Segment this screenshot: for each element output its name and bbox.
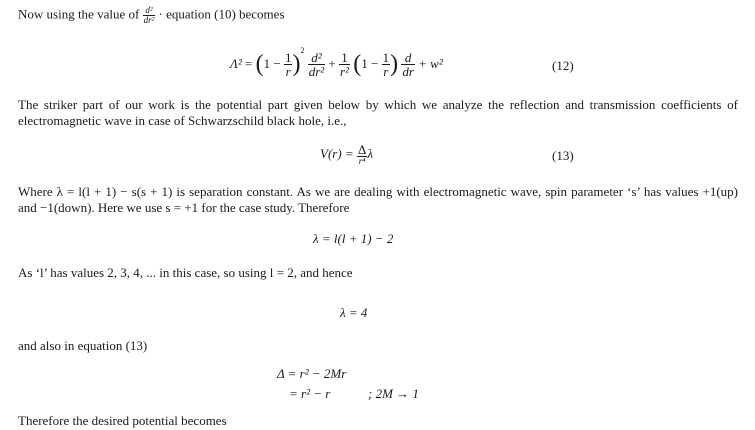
left-paren: (	[255, 50, 264, 77]
equation-lambda-4: λ = 4	[340, 305, 368, 320]
eq12-one: 1	[263, 56, 271, 71]
line-also: and also in equation (13)	[18, 338, 148, 353]
eq12-frac1	[284, 51, 293, 78]
eq12-frac3	[339, 51, 350, 78]
frac1-num: 1	[284, 49, 292, 65]
frac4-den: r	[383, 63, 389, 79]
eq12-lhs: Λ²	[230, 56, 242, 71]
eq13-frac-den: r⁴	[358, 155, 366, 166]
left-paren-2: (	[353, 50, 362, 77]
frac4-num: 1	[382, 49, 390, 65]
equation-delta-2: = r² − r	[289, 386, 331, 401]
fraction-denominator: dr²	[143, 15, 155, 25]
equation-delta-1: Δ = r² − 2Mr	[277, 366, 347, 381]
eq12-tail: + w²	[418, 56, 443, 71]
d2-dr2-fraction	[143, 6, 156, 25]
equation-number-13: (13)	[552, 148, 574, 163]
eq13-frac-num: Δ	[357, 141, 367, 157]
frac5-den: dr	[402, 63, 414, 79]
intro-prefix: Now using the value of	[18, 6, 140, 22]
equation-13	[320, 136, 373, 172]
fraction-numerator: d²	[143, 6, 156, 16]
eq12-minus-2: −	[370, 56, 379, 71]
eq12-frac2	[308, 51, 325, 78]
equation-delta-note: ; 2M → 1	[368, 386, 419, 401]
frac2-num: d²	[308, 51, 325, 65]
eq13-tail: λ	[367, 146, 373, 161]
right-paren: )	[292, 50, 301, 77]
eq12-minus: −	[273, 56, 281, 71]
equation-12	[230, 44, 443, 84]
paragraph-separation-constant: Where λ = l(l + 1) − s(s + 1) is separation constant. As we are dealing with electromagnetic wave, spin parameter ‘s’ has values +1(up) and −1(down). Here we use s = +1 for the case study. Therefore	[18, 184, 738, 215]
frac3-den: r²	[340, 63, 349, 79]
eq12-plus: +	[328, 56, 336, 71]
intro-suffix: · equation (10) becomes	[158, 6, 285, 22]
equation-lambda: λ = l(l + 1) − 2	[313, 231, 394, 246]
right-paren-2: )	[390, 50, 399, 77]
eq12-frac4	[382, 51, 391, 78]
line-l-values: As ‘l’ has values 2, 3, 4, ... in this case, so using l = 2, and hence	[18, 265, 353, 280]
paragraph-potential: The striker part of our work is the potential part given below by which we analyze the reflection and transmission coefficients of electromagnetic wave in case of Schwarzschild black hole, i.e.,	[18, 97, 738, 128]
eq13-lhs: V(r) =	[320, 146, 354, 161]
frac2-den: dr²	[308, 63, 325, 79]
eq12-square: 2	[300, 46, 305, 55]
line-final: Therefore the desired potential becomes	[18, 413, 227, 428]
eq12-frac5	[401, 51, 415, 78]
equation-number-12: (12)	[552, 58, 574, 73]
frac1-den: r	[285, 63, 291, 79]
frac3-num: 1	[339, 51, 350, 65]
eq12-equals: =	[245, 56, 253, 71]
eq12-one-2: 1	[361, 56, 368, 71]
intro-line	[18, 6, 285, 25]
eq13-frac	[357, 143, 367, 166]
frac5-num: d	[401, 51, 415, 65]
